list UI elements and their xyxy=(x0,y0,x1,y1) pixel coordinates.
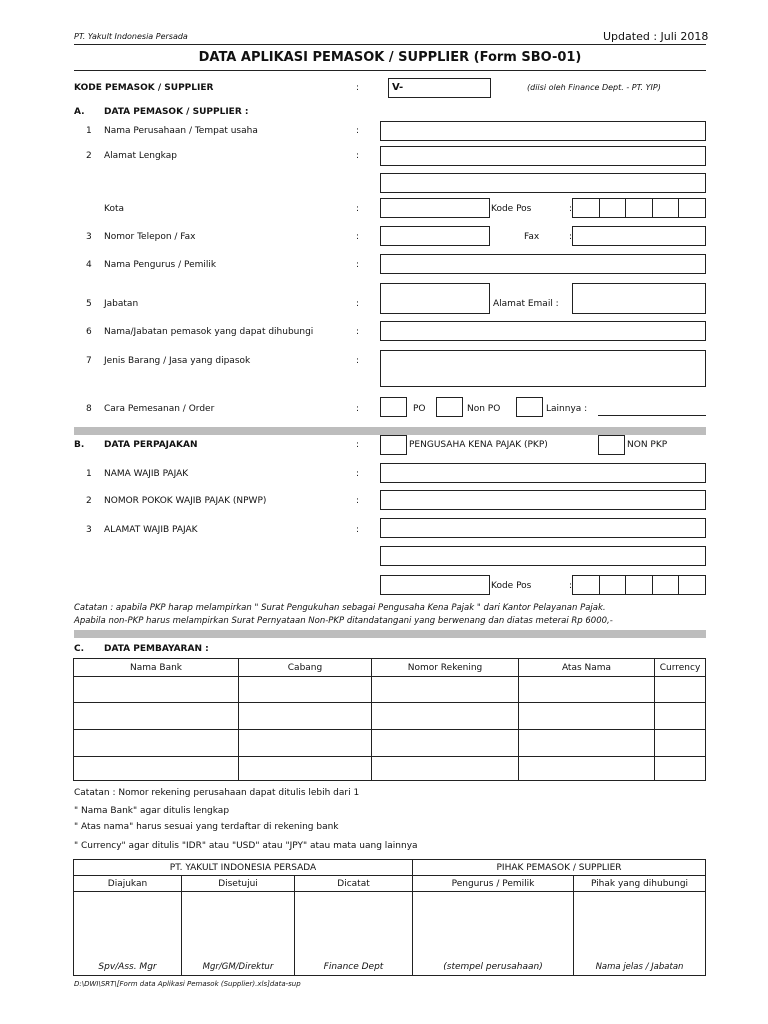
colon: : xyxy=(356,496,360,506)
colon: : xyxy=(356,260,360,270)
npwp-field[interactable] xyxy=(380,490,706,510)
kode-pos-label: Kode Pos xyxy=(491,581,532,591)
title-rule xyxy=(74,70,706,71)
yakult-group: PT. YAKULT INDONESIA PERSADA xyxy=(74,860,413,876)
alamat-wajib-pajak-label: ALAMAT WAJIB PAJAK xyxy=(104,525,198,535)
colon: : xyxy=(569,204,573,214)
telepon-field[interactable] xyxy=(380,226,490,246)
col-nomor-rekening: Nomor Rekening xyxy=(372,659,519,677)
section-a-title: DATA PEMASOK / SUPPLIER : xyxy=(104,107,249,117)
payment-note-1: Catatan : Nomor rekening perusahaan dapat ditulis lebih dari 1 xyxy=(74,788,360,798)
nama-wajib-pajak-label: NAMA WAJIB PAJAK xyxy=(104,469,189,479)
section-divider xyxy=(74,630,706,638)
jabatan-label: Jabatan xyxy=(104,299,139,309)
pengurus-field[interactable] xyxy=(380,254,706,274)
kontak-label: Nama/Jabatan pemasok yang dapat dihubungi xyxy=(104,327,314,337)
col-nama-bank: Nama Bank xyxy=(74,659,239,677)
sign-mgr-label: Mgr/GM/Direktur xyxy=(202,962,274,972)
lainnya-line[interactable] xyxy=(598,415,706,416)
colon: : xyxy=(569,581,573,591)
section-a-letter: A. xyxy=(74,107,85,117)
row-num: 2 xyxy=(86,496,92,506)
colon: : xyxy=(356,327,360,337)
col-atas-nama: Atas Nama xyxy=(519,659,655,677)
updated-date: Updated : Juli 2018 xyxy=(603,30,709,43)
alamat-field-2[interactable] xyxy=(380,173,706,193)
jenis-barang-label: Jenis Barang / Jasa yang dipasok xyxy=(104,356,251,366)
signature-group-row xyxy=(74,860,706,876)
payment-table xyxy=(73,658,706,781)
row-num: 7 xyxy=(86,356,92,366)
sign-spv[interactable] xyxy=(74,892,182,976)
signature-table xyxy=(73,859,706,976)
telepon-label: Nomor Telepon / Fax xyxy=(104,232,196,242)
row-num: 1 xyxy=(86,126,92,136)
signature-row[interactable] xyxy=(74,892,706,976)
alamat-wajib-pajak-field-1[interactable] xyxy=(380,518,706,538)
fax-field[interactable] xyxy=(572,226,706,246)
kode-field[interactable] xyxy=(388,78,491,98)
sign-kontak[interactable] xyxy=(574,892,706,976)
lainnya-label: Lainnya : xyxy=(546,404,588,414)
row-num: 1 xyxy=(86,469,92,479)
table-row[interactable] xyxy=(74,703,706,730)
payment-note-3: " Atas nama" harus sesuai yang terdaftar di rekening bank xyxy=(74,822,339,832)
kontak-field[interactable] xyxy=(380,321,706,341)
nama-wajib-pajak-field[interactable] xyxy=(380,463,706,483)
head-pihak-dihubungi: Pihak yang dihubungi xyxy=(574,876,706,892)
alamat-wajib-pajak-field-2[interactable] xyxy=(380,546,706,566)
sign-stempel-label: (stempel perusahaan) xyxy=(443,962,543,972)
kode-note: (diisi oleh Finance Dept. - PT. YIP) xyxy=(527,83,661,92)
colon: : xyxy=(356,83,360,93)
jenis-barang-field[interactable] xyxy=(380,350,706,387)
kode-value: V- xyxy=(392,82,404,93)
payment-note-4: " Currency" agar ditulis "IDR" atau "USD" atau "JPY" atau mata uang lainnya xyxy=(74,841,418,851)
table-row[interactable] xyxy=(74,677,706,703)
kota-field[interactable] xyxy=(380,198,490,218)
sign-mgr[interactable] xyxy=(182,892,295,976)
alamat-email-label: Alamat Email : xyxy=(493,299,559,309)
non-pkp-checkbox[interactable] xyxy=(598,435,625,455)
colon: : xyxy=(569,232,573,242)
row-num: 2 xyxy=(86,151,92,161)
head-diajukan: Diajukan xyxy=(74,876,182,892)
signature-head-row xyxy=(74,876,706,892)
sign-stempel[interactable] xyxy=(413,892,574,976)
kode-pos-label: Kode Pos xyxy=(491,204,532,214)
pkp-note-1: Catatan : apabila PKP harap melampirkan " Surat Pengukuhan sebagai Pengusaha Kena Pajak " dari Kantor Pelayanan Pajak. xyxy=(74,603,606,613)
alamat-label: Alamat Lengkap xyxy=(104,151,177,161)
sign-kontak-label: Nama jelas / Jabatan xyxy=(595,962,684,972)
colon: : xyxy=(356,404,360,414)
payment-note-2: " Nama Bank" agar ditulis lengkap xyxy=(74,806,230,816)
col-currency: Currency xyxy=(655,659,706,677)
section-divider xyxy=(74,427,706,435)
non-po-label: Non PO xyxy=(467,404,501,414)
non-pkp-label: NON PKP xyxy=(627,440,668,450)
row-num: 6 xyxy=(86,327,92,337)
section-c-title: DATA PEMBAYARAN : xyxy=(104,644,209,654)
kota-label: Kota xyxy=(104,204,125,214)
colon: : xyxy=(356,469,360,479)
cara-pemesanan-label: Cara Pemesanan / Order xyxy=(104,404,215,414)
head-dicatat: Dicatat xyxy=(295,876,413,892)
section-b-title: DATA PERPAJAKAN xyxy=(104,440,198,450)
supplier-group: PIHAK PEMASOK / SUPPLIER xyxy=(413,860,706,876)
pengurus-label: Nama Pengurus / Pemilik xyxy=(104,260,217,270)
header-rule xyxy=(74,44,706,45)
kota-pajak-field[interactable] xyxy=(380,575,490,595)
section-b-letter: B. xyxy=(74,440,85,450)
npwp-label: NOMOR POKOK WAJIB PAJAK (NPWP) xyxy=(104,496,267,506)
colon: : xyxy=(356,232,360,242)
row-num: 5 xyxy=(86,299,92,309)
pkp-checkbox[interactable] xyxy=(380,435,407,455)
row-num: 8 xyxy=(86,404,92,414)
colon: : xyxy=(356,151,360,161)
colon: : xyxy=(356,299,360,309)
table-row[interactable] xyxy=(74,730,706,757)
lainnya-checkbox[interactable] xyxy=(516,397,543,417)
sign-finance-label: Finance Dept xyxy=(323,962,384,972)
colon: : xyxy=(356,126,360,136)
kode-label: KODE PEMASOK / SUPPLIER xyxy=(74,83,214,93)
pkp-note-2: Apabila non-PKP harus melampirkan Surat Pernyataan Non-PKP ditandatangani yang berwenang dan diatas meterai Rp 6000,- xyxy=(74,616,613,626)
colon: : xyxy=(356,204,360,214)
colon: : xyxy=(356,525,360,535)
table-row[interactable] xyxy=(74,757,706,781)
section-c-letter: C. xyxy=(74,644,85,654)
head-pengurus: Pengurus / Pemilik xyxy=(413,876,574,892)
sign-spv-label: Spv/Ass. Mgr xyxy=(98,962,157,972)
nama-perusahaan-field[interactable] xyxy=(380,121,706,141)
non-po-checkbox[interactable] xyxy=(436,397,463,417)
file-path: D:\DWI\SRT\[Form data Aplikasi Pemasok (Supplier).xls]data-sup xyxy=(74,980,301,988)
po-checkbox[interactable] xyxy=(380,397,407,417)
head-disetujui: Disetujui xyxy=(182,876,295,892)
alamat-field-1[interactable] xyxy=(380,146,706,166)
sign-finance[interactable] xyxy=(295,892,413,976)
company-name: PT. Yakult Indonesia Persada xyxy=(74,32,188,41)
row-num: 3 xyxy=(86,232,92,242)
fax-label: Fax xyxy=(524,232,540,242)
pkp-label: PENGUSAHA KENA PAJAK (PKP) xyxy=(409,440,548,450)
alamat-email-field[interactable] xyxy=(572,283,706,314)
colon: : xyxy=(356,356,360,366)
col-cabang: Cabang xyxy=(239,659,372,677)
nama-perusahaan-label: Nama Perusahaan / Tempat usaha xyxy=(104,126,258,136)
kode-pos-pajak-field[interactable] xyxy=(572,575,706,595)
form-title: DATA APLIKASI PEMASOK / SUPPLIER (Form SBO-01) xyxy=(198,50,582,65)
jabatan-field[interactable] xyxy=(380,283,490,314)
table-header-row xyxy=(74,659,706,677)
row-num: 3 xyxy=(86,525,92,535)
po-label: PO xyxy=(413,404,426,414)
row-num: 4 xyxy=(86,260,92,270)
kode-pos-field[interactable] xyxy=(572,198,706,218)
colon: : xyxy=(356,440,360,450)
